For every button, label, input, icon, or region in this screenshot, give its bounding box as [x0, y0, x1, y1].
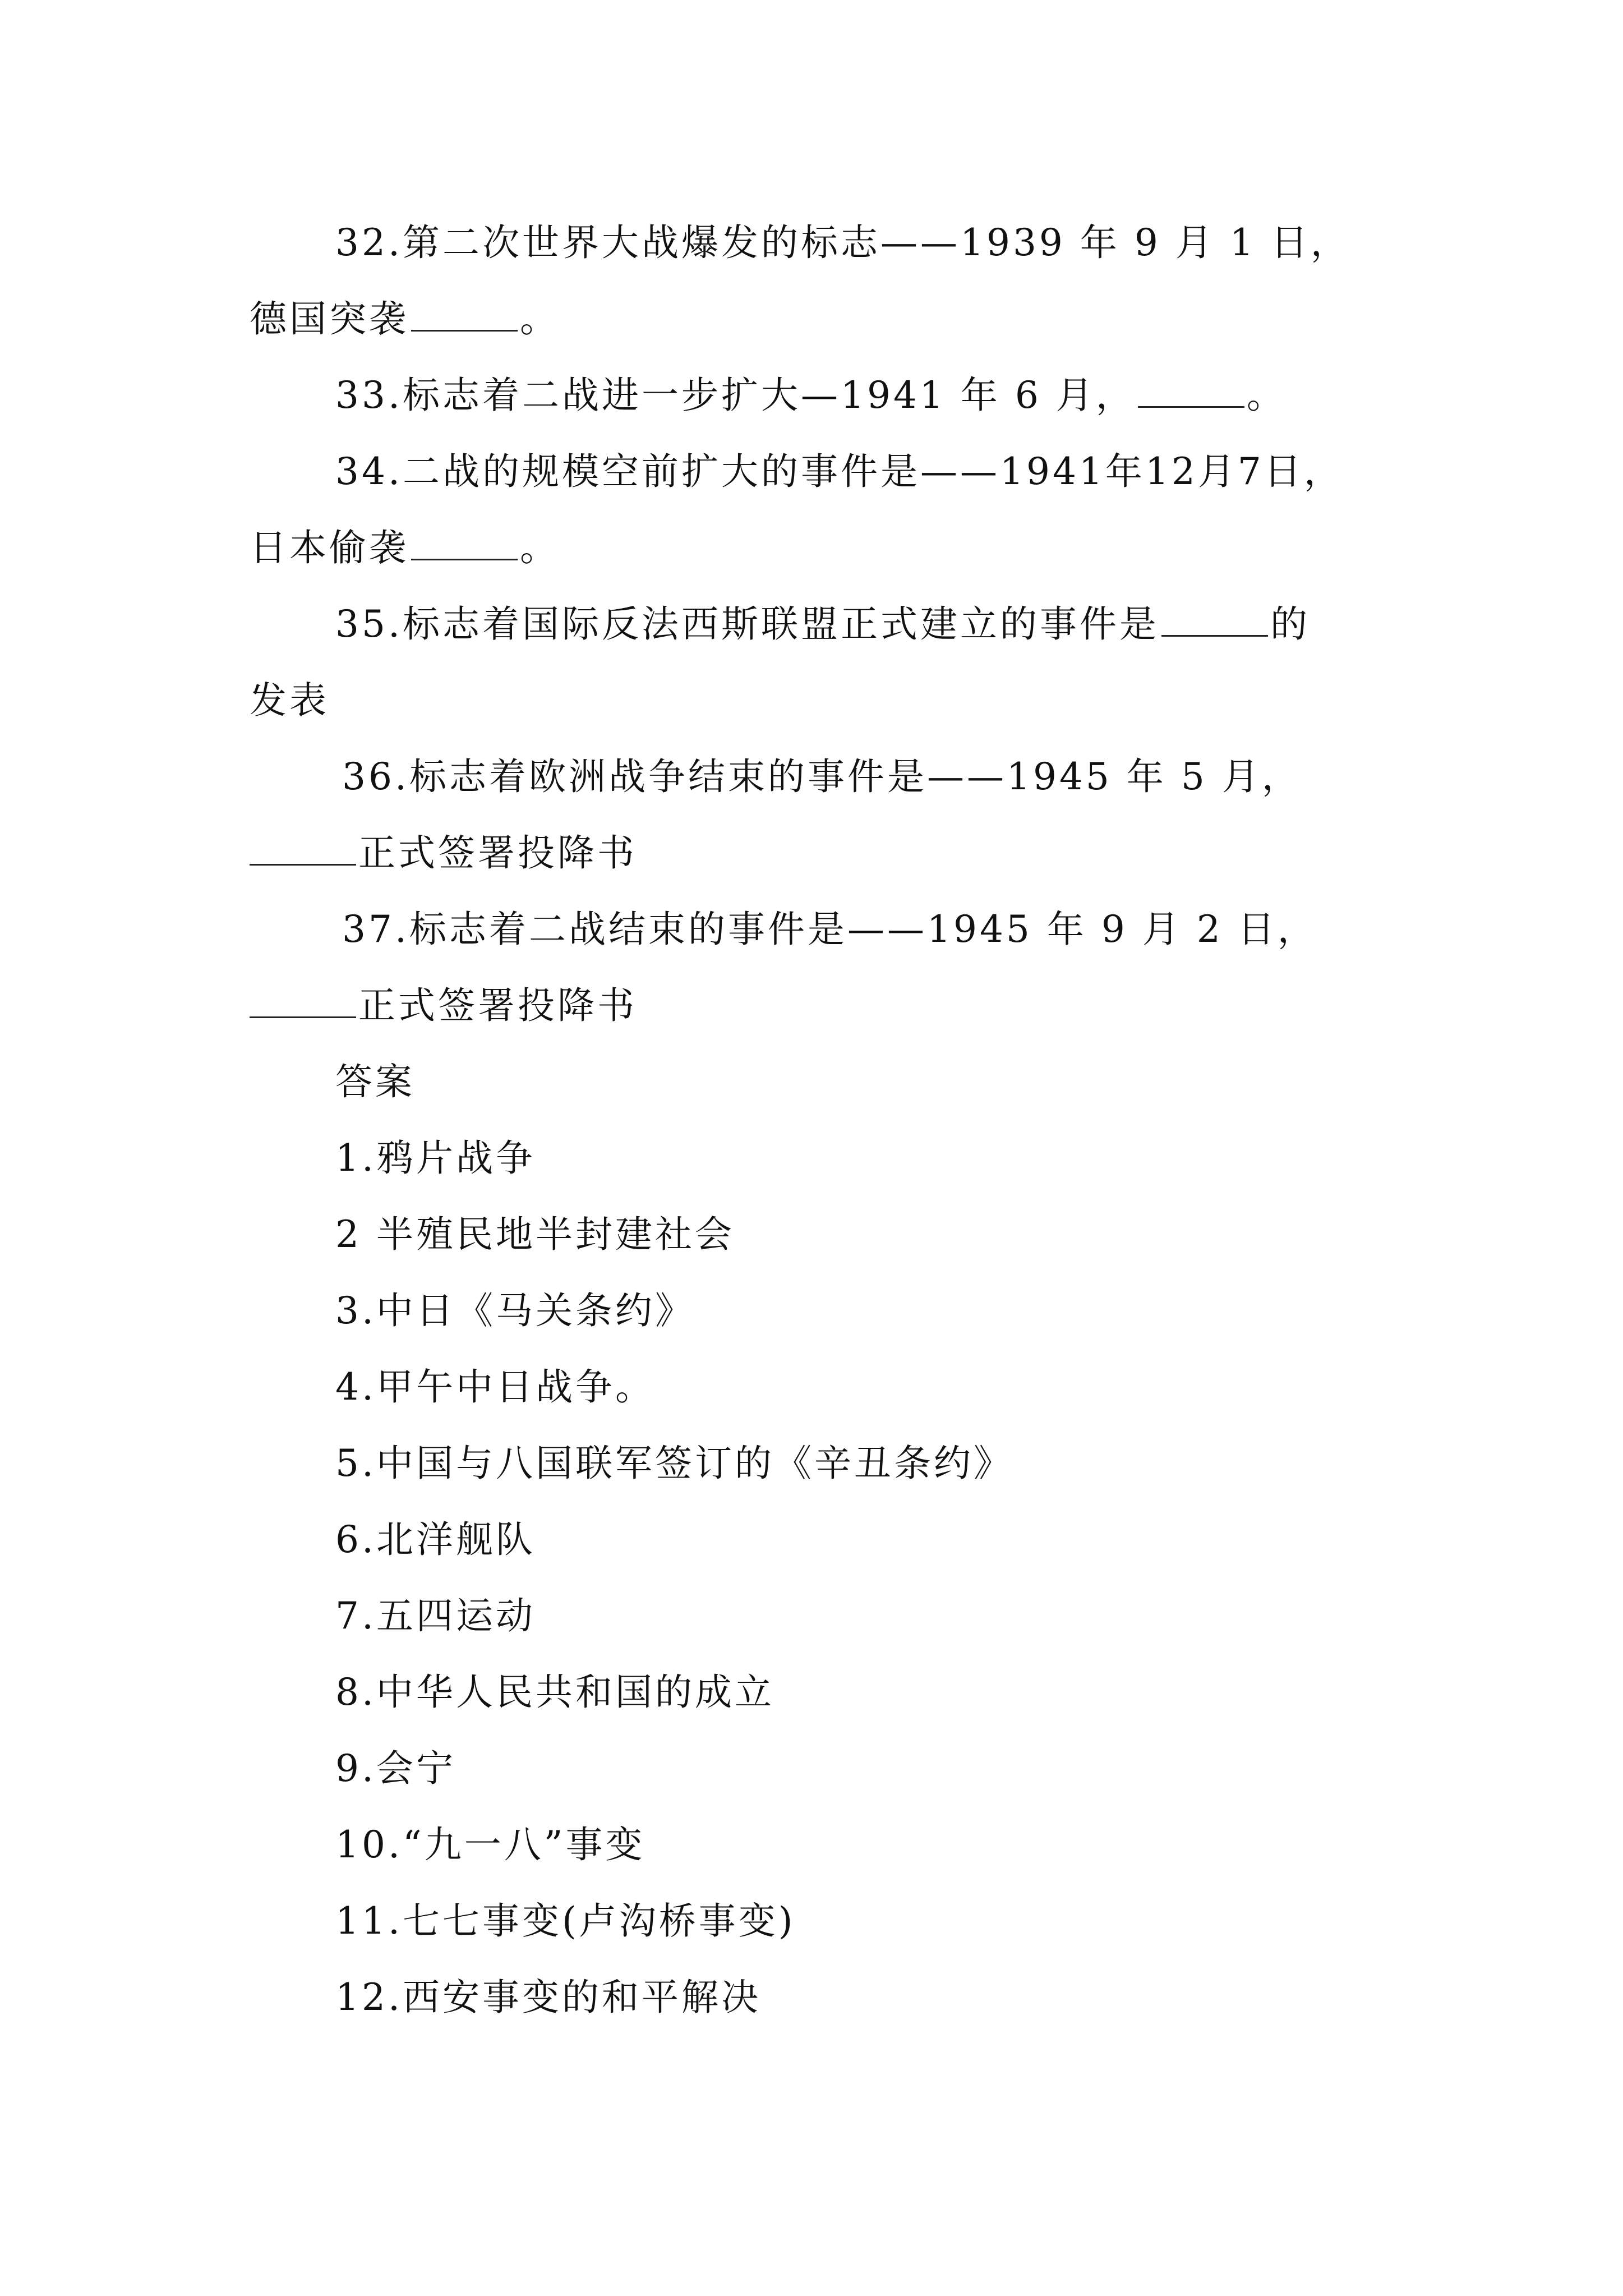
answer-item: 3.中日《马关条约》 — [335, 1289, 695, 1332]
question-34-suffix: 。 — [520, 526, 560, 569]
answer-item: 2 半殖民地半封建社会 — [335, 1213, 735, 1256]
answer-item: 7.五四运动 — [335, 1594, 536, 1637]
question-37-suffix: 正式签署投降书 — [358, 984, 637, 1027]
question-32-line-2 — [250, 294, 560, 344]
answer-item: 4.甲午中日战争。 — [335, 1365, 655, 1409]
question-37-text: 37.标志着二战结束的事件是——1945 年 9 月 2 日， — [342, 908, 1317, 951]
question-32-prefix: 德国突袭 — [250, 297, 409, 341]
answer-item: 9.会宁 — [335, 1747, 456, 1790]
fill-blank — [1161, 604, 1268, 637]
question-33-text: 33.标志着二战进一步扩大—1941 年 6 月， — [335, 374, 1136, 417]
question-35-line-1 — [335, 599, 1310, 650]
question-36-suffix: 正式签署投降书 — [358, 831, 637, 875]
answer-item: 5.中国与八国联军签订的《辛丑条约》 — [335, 1442, 1013, 1485]
answer-item: 12.西安事变的和平解决 — [335, 1976, 761, 2019]
fill-blank — [250, 832, 356, 866]
question-37-line-1 — [342, 904, 1317, 955]
question-34-prefix: 日本偷袭 — [250, 526, 409, 569]
question-33-line-1 — [335, 370, 1287, 421]
answer-item: 1.鸦片战争 — [335, 1137, 536, 1180]
answer-item: 11.七七事变(卢沟桥事变) — [335, 1899, 796, 1943]
question-35-continuation: 发表 — [250, 679, 329, 722]
question-34-line-2 — [250, 523, 560, 573]
question-36-line-2 — [250, 828, 637, 878]
answer-item: 6.北洋舰队 — [335, 1518, 536, 1561]
fill-blank — [411, 527, 518, 560]
question-32-text: 32.第二次世界大战爆发的标志——1939 年 9 月 1 日， — [335, 221, 1350, 264]
question-37-line-2 — [250, 981, 637, 1031]
question-35-text: 35.标志着国际反法西斯联盟正式建立的事件是 — [335, 602, 1159, 646]
answer-item: 10.“九一八”事变 — [335, 1823, 645, 1866]
question-32-line-1 — [335, 218, 1350, 268]
fill-blank — [1138, 375, 1244, 408]
question-32-suffix: 。 — [520, 297, 560, 341]
question-35-suffix: 的 — [1270, 602, 1310, 646]
question-36-line-1 — [342, 752, 1302, 802]
question-35-line-2 — [250, 675, 329, 726]
fill-blank — [411, 298, 518, 332]
question-36-text: 36.标志着欧洲战争结束的事件是——1945 年 5 月， — [342, 755, 1302, 798]
answers-heading: 答案 — [335, 1060, 415, 1103]
answer-item: 8.中华人民共和国的成立 — [335, 1671, 774, 1714]
question-34-line-1 — [335, 447, 1344, 497]
question-34-text: 34.二战的规模空前扩大的事件是——1941年12月7日， — [335, 450, 1344, 493]
fill-blank — [250, 985, 356, 1018]
question-33-suffix: 。 — [1246, 374, 1287, 417]
